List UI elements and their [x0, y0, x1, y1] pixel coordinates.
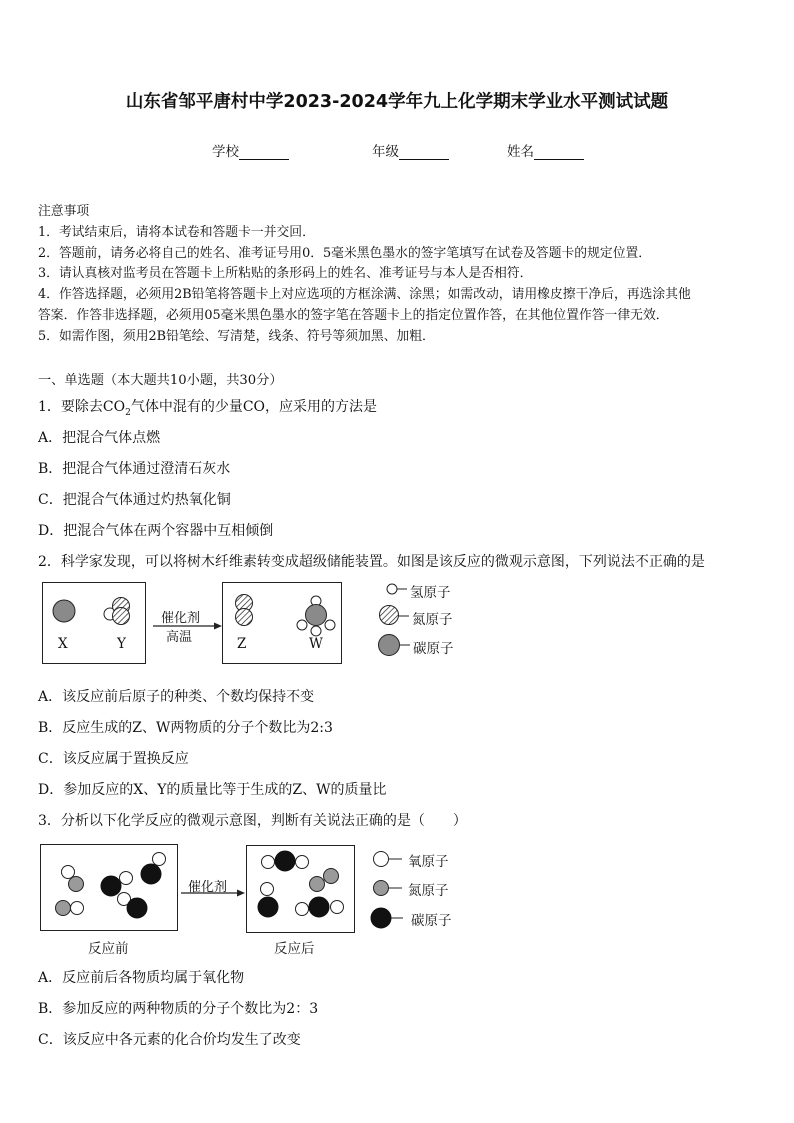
grade-label: 年级: [372, 144, 399, 160]
q2-option-b: B．反应生成的Z、W两物质的分子个数比为2:3: [38, 720, 333, 736]
q3-after-label: 反应后: [274, 941, 315, 957]
q1-option-c: C．把混合气体通过灼热氧化铜: [38, 492, 231, 508]
q1-stem-post: 气体中混有的少量CO，应采用的方法是: [130, 399, 378, 415]
q2-legend-hydrogen: 氢原子: [410, 585, 451, 601]
legend-carbon-icon: [371, 908, 391, 928]
q2-label-w: W: [309, 636, 323, 652]
notes-item: 2．答题前，请务必将自己的姓名、准考证号用0．5毫米黑色墨水的签字笔填写在试卷及答题卡的规定位置．: [38, 245, 652, 261]
oxygen-atom: [262, 856, 275, 869]
q1-option-b: B．把混合气体通过澄清石灰水: [38, 461, 231, 477]
oxygen-atom: [120, 872, 133, 885]
q3-stem: 3．分析以下化学反应的微观示意图，判断有关说法正确的是（ ）: [38, 813, 467, 829]
q3-option-c: C．该反应中各元素的化合价均发生了改变: [38, 1032, 301, 1048]
carbon-atom: [275, 851, 295, 871]
q2-stem: 2．科学家发现，可以将树木纤维素转变成超级储能装置。如图是该反应的微观示意图，下列说法不正确的是: [38, 554, 705, 570]
carbon-atom: [101, 876, 121, 896]
notes-heading: 注意事项: [38, 204, 90, 219]
q2-label-x: X: [58, 636, 68, 652]
notes-item: 5．如需作图，须用2B铅笔绘、写清楚，线条、符号等须加黑、加粗．: [38, 328, 435, 344]
q1-stem-pre: 1．要除去CO: [38, 399, 126, 415]
page-title: 山东省邹平唐村中学2023-2024学年九上化学期末学业水平测试试题: [125, 92, 669, 112]
q3-legend-oxygen: 氧原子: [408, 854, 449, 870]
q3-before-label: 反应前: [88, 941, 129, 957]
notes-item: 答案．作答非选择题，必须用05毫米黑色墨水的签字笔在答题卡上的指定位置作答，在其他位置作答一律无效．: [38, 307, 669, 323]
q2-option-c: C．该反应属于置换反应: [38, 751, 189, 767]
oxygen-atom: [331, 901, 344, 914]
nitrogen-atom: [310, 877, 325, 892]
notes-item: 3．请认真核对监考员在答题卡上所粘贴的条形码上的姓名、准考证号与本人是否相符．: [38, 266, 533, 282]
carbon-atom: [258, 897, 278, 917]
q3-option-a: A．反应前后各物质均属于氧化物: [38, 970, 245, 986]
oxygen-atom: [62, 866, 75, 879]
school-label: 学校: [212, 144, 239, 160]
oxygen-atom: [296, 903, 309, 916]
oxygen-atom: [71, 902, 84, 915]
q3-arrow-label: 催化剂: [188, 880, 228, 895]
q2-option-d: D．参加反应的X、Y的质量比等于生成的Z、W的质量比: [38, 782, 387, 798]
legend-oxygen-icon: [374, 852, 389, 867]
carbon-atom: [141, 864, 161, 884]
q2-label-z: Z: [237, 636, 247, 652]
q2-arrow-top-label: 催化剂: [161, 611, 201, 626]
q2-label-y: Y: [117, 636, 126, 652]
section-heading: 一、单选题（本大题共10小题，共30分）: [38, 373, 283, 388]
legend-nitrogen-icon: [374, 881, 389, 896]
q1-option-a: A．把混合气体点燃: [38, 430, 161, 446]
oxygen-atom: [296, 856, 309, 869]
carbon-atom: [127, 898, 147, 918]
name-label: 姓名: [507, 144, 534, 160]
carbon-atom: [309, 897, 329, 917]
q2-legend-nitrogen: 氮原子: [412, 612, 453, 628]
oxygen-atom: [261, 883, 274, 896]
nitrogen-atom: [56, 901, 71, 916]
q2-arrow-bottom-label: 高温: [166, 630, 193, 645]
q1-option-d: D．把混合气体在两个容器中互相倾倒: [38, 523, 274, 539]
q3-option-b: B．参加反应的两种物质的分子个数比为2：3: [38, 1001, 319, 1017]
q2-legend-carbon: 碳原子: [413, 641, 454, 657]
notes-item: 4．作答选择题，必须用2B铅笔将答题卡上对应选项的方框涂满、涂黑；如需改动，请用橡皮擦干净后，再选涂其他: [38, 287, 691, 303]
oxygen-atom: [153, 853, 166, 866]
q1-stem-sub: 2: [125, 407, 131, 418]
q2-option-a: A．该反应前后原子的种类、个数均保持不变: [38, 689, 315, 705]
notes-item: 1．考试结束后，请将本试卷和答题卡一并交回．: [38, 224, 315, 240]
nitrogen-atom: [69, 877, 84, 892]
arrow-head: [237, 890, 245, 897]
q3-legend-nitrogen: 氮原子: [408, 883, 449, 899]
q3-legend-carbon: 碳原子: [411, 913, 452, 929]
nitrogen-atom: [324, 869, 339, 884]
